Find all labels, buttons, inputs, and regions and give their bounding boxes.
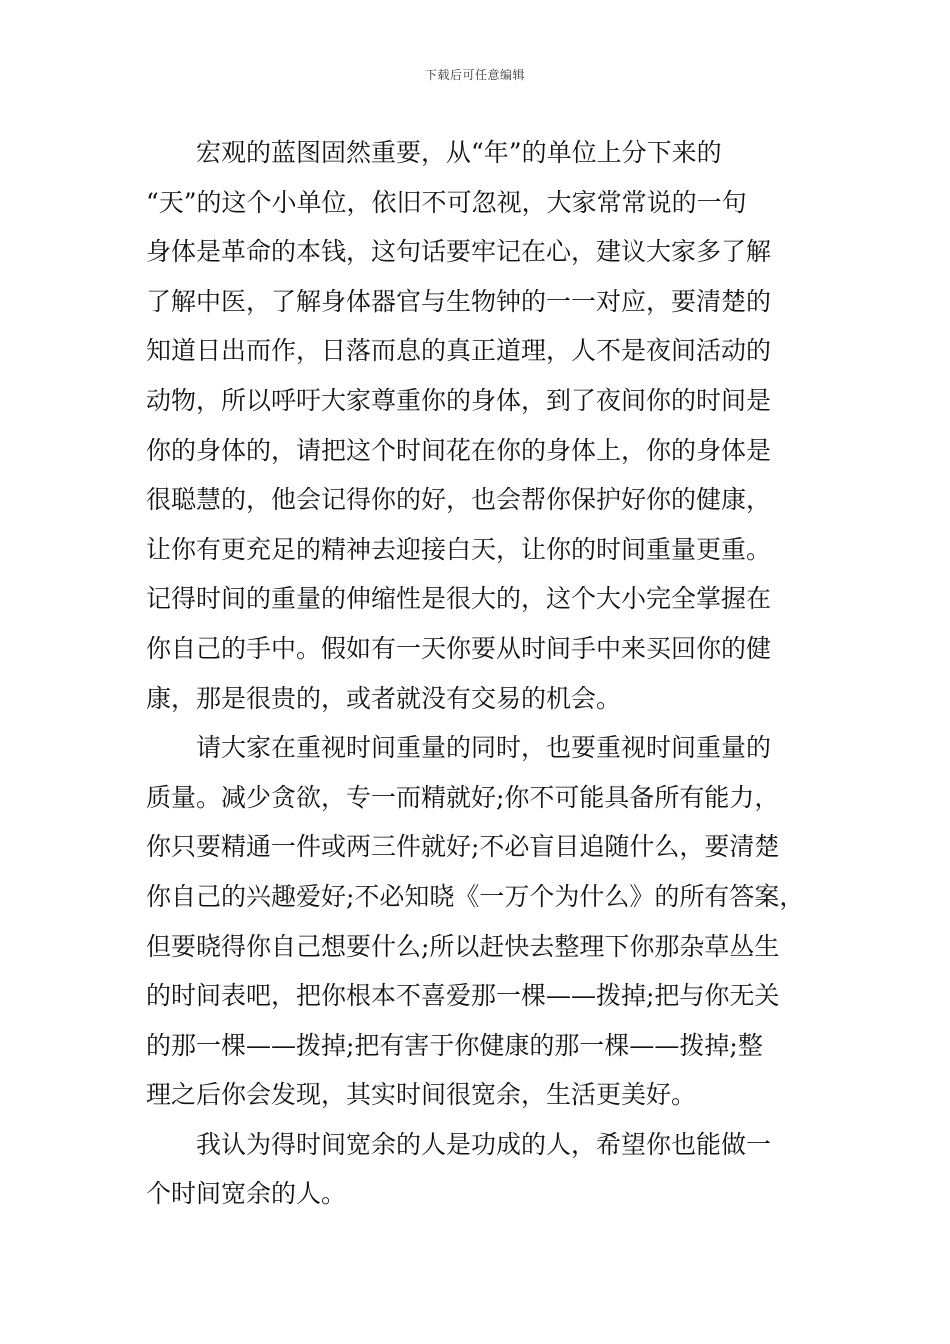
text-line: 的时间表吧，把你根本不喜爱那一棵——拨掉;把与你无关: [146, 981, 780, 1011]
header-note: 下载后可任意编辑: [424, 68, 525, 82]
text-line: 宏观的蓝图固然重要，从“年”的单位上分下来的: [196, 138, 722, 167]
text-line: 请大家在重视时间重量的同时，也要重视时间重量的: [196, 733, 772, 763]
text-line: 的那一棵——拨掉;把有害于你健康的那一棵——拨掉;整: [146, 1030, 763, 1060]
text-line: 你自己的兴趣爱好;不必知晓《一万个为什么》的所有答案，: [146, 881, 805, 911]
text-line: 你自己的手中。假如有一天你要从时间手中来买回你的健: [146, 633, 772, 663]
text-line: 让你有更充足的精神去迎接白天，让你的时间重量更重。: [146, 534, 772, 564]
text-line: “天”的这个小单位，依旧不可忽视，大家常常说的一句: [146, 187, 747, 217]
text-line: 质量。减少贪欲，专一而精就好;你不可能具备所有能力，: [146, 782, 780, 812]
text-line: 个时间宽余的人。: [146, 1179, 347, 1209]
text-line: 了解中医，了解身体器官与生物钟的一一对应，要清楚的: [146, 286, 772, 316]
text-line: 但要晓得你自己想要什么;所以赶快去整理下你那杂草丛生: [146, 931, 780, 961]
body-text: [146, 128, 808, 1219]
text-line: 理之后你会发现，其实时间很宽余，生活更美好。: [146, 1080, 697, 1110]
text-line: 你的身体的，请把这个时间花在你的身体上，你的身体是: [146, 435, 772, 465]
text-line: 知道日出而作，日落而息的真正道理，人不是夜间活动的: [146, 336, 772, 366]
text-line: 你只要精通一件或两三件就好;不必盲目追随什么，要清楚: [146, 832, 780, 862]
text-line: 记得时间的重量的伸缩性是很大的，这个大小完全掌握在: [146, 584, 772, 614]
text-line: 动物，所以呼吁大家尊重你的身体，到了夜间你的时间是: [146, 385, 772, 415]
text-line: 我认为得时间宽余的人是功成的人，希望你也能做一: [196, 1129, 772, 1159]
text-line: 身体是革命的本钱，这句话要牢记在心，建议大家多了解: [146, 237, 772, 267]
text-line: 很聪慧的，他会记得你的好，也会帮你保护好你的健康，: [146, 485, 772, 515]
text-line: 康，那是很贵的，或者就没有交易的机会。: [146, 683, 622, 713]
